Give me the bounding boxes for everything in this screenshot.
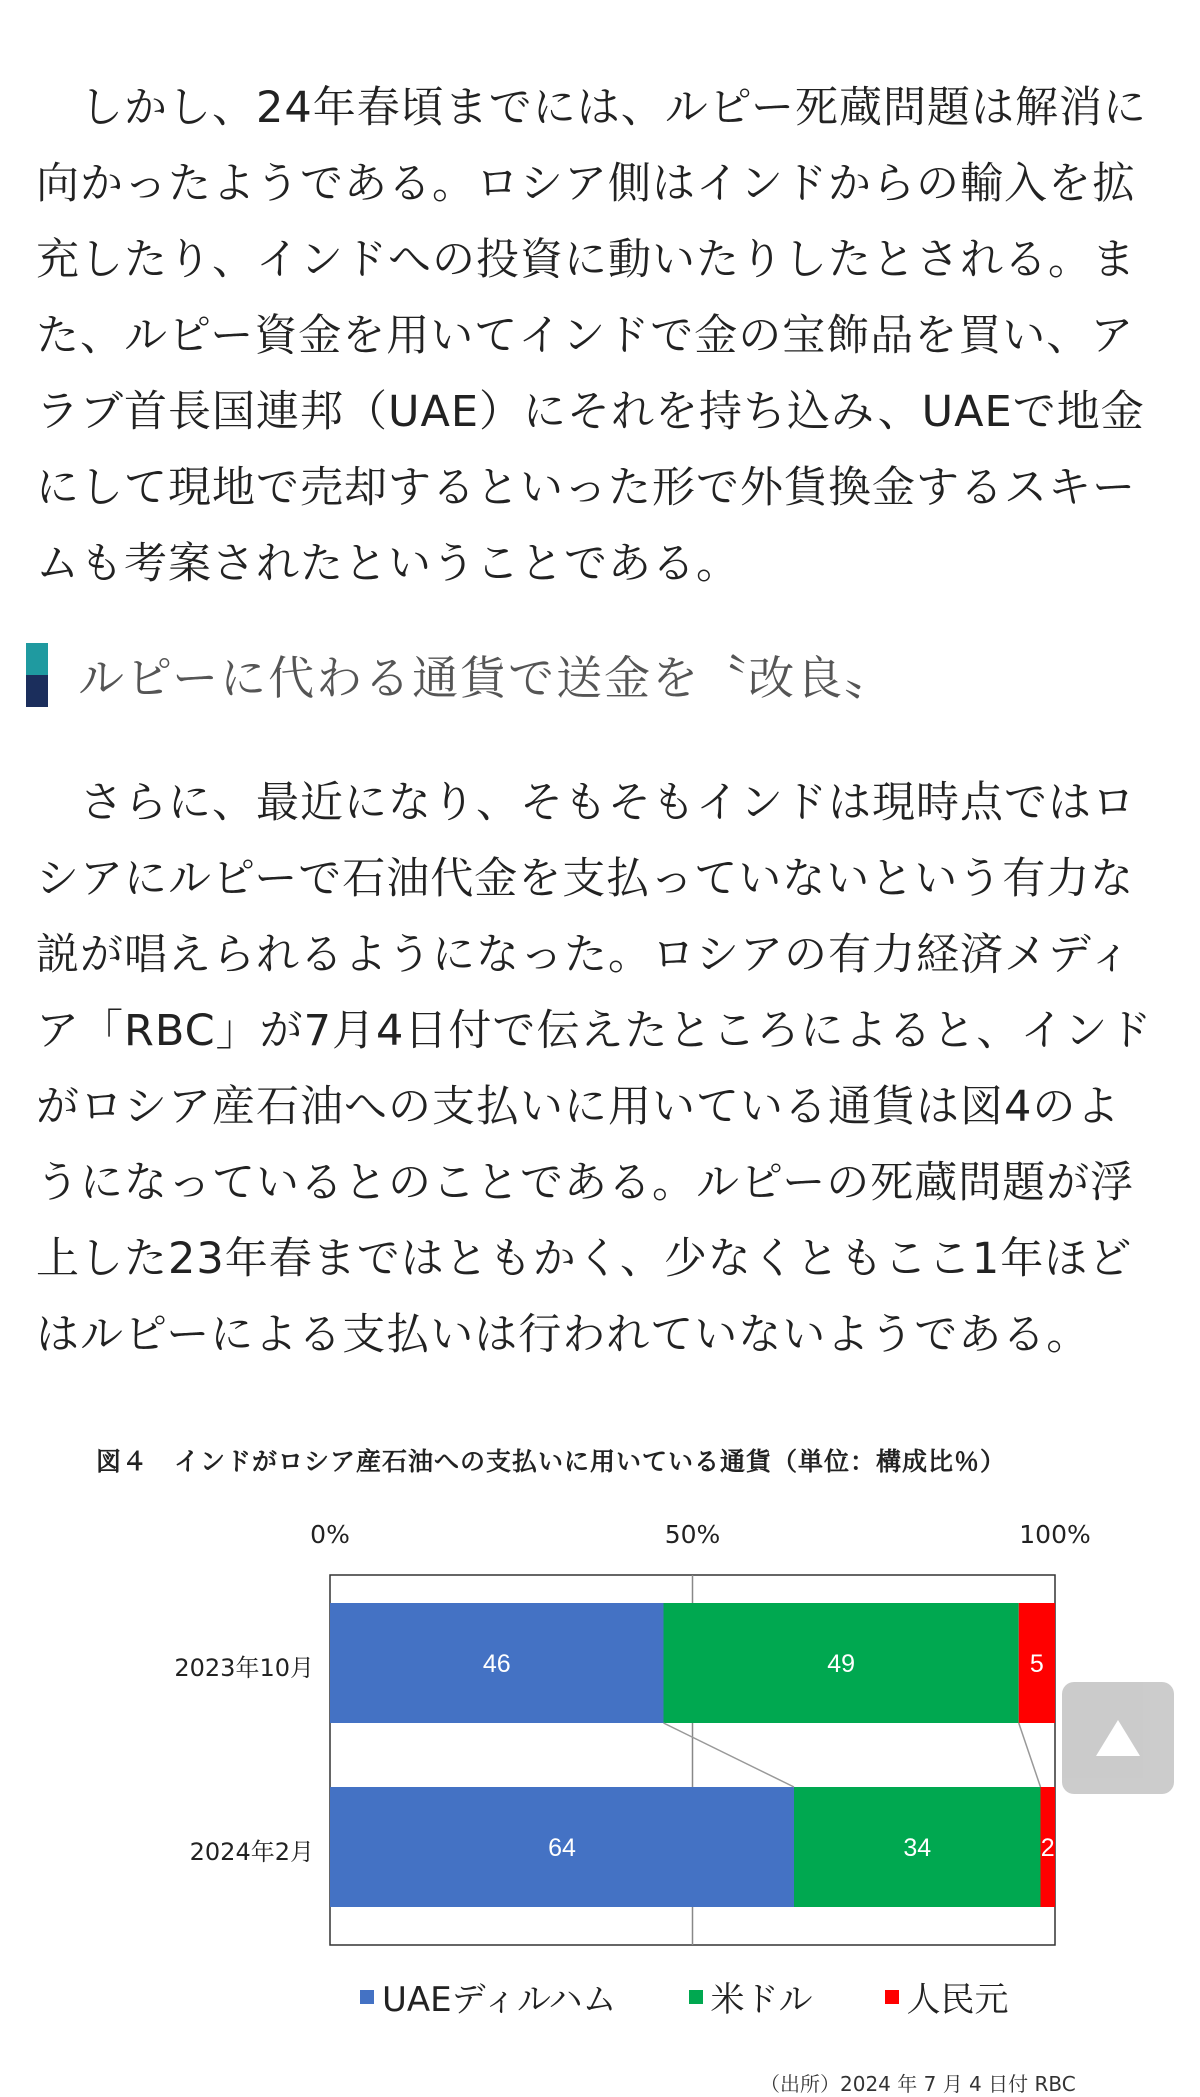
stacked-bar-chart (0, 1420, 1200, 1980)
paragraph-line: ラブ首長国連邦（UAE）にそれを持ち込み、UAEで地金 (36, 387, 1145, 437)
data-label: 49 (827, 1650, 856, 1678)
data-label: 34 (903, 1834, 932, 1862)
paragraph-line: うになっているとのことである。ルピーの死蔵問題が浮 (36, 1158, 1135, 1208)
paragraph-1-text (36, 70, 1156, 602)
paragraph-line: ムも考案されたということである。 (36, 539, 740, 589)
data-label: 46 (482, 1650, 511, 1678)
paragraph-line: た、ルピー資金を用いてインドで金の宝飾品を買い、ア (36, 311, 1135, 361)
legend-item (885, 1972, 1009, 2021)
category-label: 2024年2月 (189, 1838, 314, 1866)
tick-label: 50% (664, 1520, 721, 1549)
paragraph-line: にして現地で売却するといった形で外貨換金するスキー (36, 463, 1136, 513)
paragraph-line: しかし、24年春頃までには、ルピー死蔵問題は解消に (36, 83, 1147, 133)
paragraph-line: 向かったようである。ロシア側はインドからの輸入を拡 (36, 159, 1136, 209)
paragraph-line: 充したり、インドへの投資に動いたりしたとされる。ま (36, 235, 1136, 285)
legend-item (689, 1972, 813, 2021)
tick-label: 100% (1019, 1520, 1091, 1549)
paragraph-line: さらに、最近になり、そもそもインドは現時点ではロ (36, 778, 1136, 828)
data-label: 64 (548, 1834, 576, 1862)
legend-swatch (689, 1990, 703, 2004)
triangle-up-icon (1096, 1720, 1140, 1756)
legend-swatch (885, 1990, 899, 2004)
legend-item (360, 1972, 617, 2021)
figure-title: 図４ インドがロシア産石油への支払いに用いている通貨（単位：構成比％） (96, 1447, 1007, 1476)
paragraph-line: シアにルピーで石油代金を支払っていないという有力な (36, 854, 1135, 904)
paragraph-line: がロシア産石油への支払いに用いている通貨は図4のよ (36, 1082, 1121, 1132)
legend-label: 人民元 (906, 1980, 1009, 2020)
series-connector-line (664, 1723, 795, 1787)
paragraph-line: ア「RBC」が7月4日付で伝えたところによると、インド (36, 1006, 1153, 1056)
series-connector-line (1019, 1723, 1041, 1787)
paragraph-1 (36, 70, 1156, 602)
paragraph-line: 説が唱えられるようになった。ロシアの有力経済メディ (36, 930, 1133, 980)
category-label: 2023年10月 (174, 1654, 314, 1682)
figure-source: （出所）2024 年 7 月 4 日付 RBC (760, 2072, 1076, 2096)
figure-4 (0, 1420, 1200, 2096)
section-heading-text: ルピーに代わる通貨で送金を〝改良〟 (78, 651, 893, 705)
paragraph-2-text (36, 765, 1156, 1373)
data-label: 2 (1040, 1834, 1055, 1862)
section-heading (26, 640, 892, 710)
legend-label: 米ドル (710, 1980, 813, 2020)
heading-accent-bar (26, 643, 48, 707)
legend-label: UAEディルハム (382, 1980, 617, 2020)
scroll-to-top-button[interactable] (1062, 1682, 1174, 1794)
legend-swatch (360, 1990, 374, 2004)
tick-label: 0% (310, 1520, 350, 1549)
paragraph-line: 上した23年春まではともかく、少なくともここ1年ほど (36, 1234, 1133, 1284)
paragraph-line: はルピーによる支払いは行われていないようである。 (36, 1310, 1091, 1360)
data-label: 5 (1029, 1650, 1044, 1678)
paragraph-2 (36, 765, 1156, 1373)
chart-legend (360, 1972, 1081, 2021)
